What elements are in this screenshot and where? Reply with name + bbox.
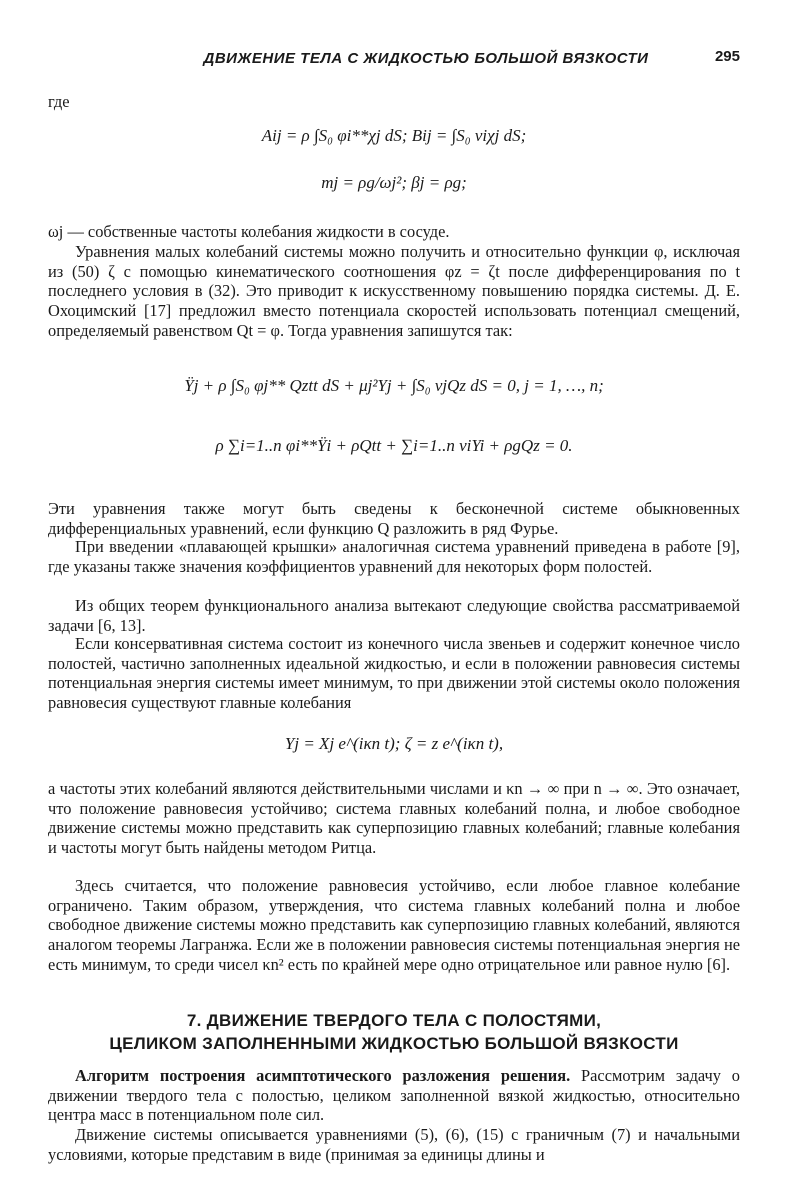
paragraph-floating-lid: При введении «плавающей крышки» аналогичная система уравнений приведена в работе [9], где указаны также значения коэффициентов уравнений для некоторых форм полостей. xyxy=(48,537,740,576)
section-heading-line-2: ЦЕЛИКОМ ЗАПОЛНЕННЫМИ ЖИДКОСТЬЮ БОЛЬШОЙ ВЯЗКОСТИ xyxy=(109,1034,679,1053)
paragraph-omega-definition: ωj — собственные частоты колебания жидкости в сосуде. xyxy=(48,222,450,241)
equation-main-oscillations: Yj = Xj e^(iκn t); ζ = z e^(iκn t), xyxy=(284,734,504,753)
running-title: ДВИЖЕНИЕ ТЕЛА С ЖИДКОСТЬЮ БОЛЬШОЙ ВЯЗКОСТИ xyxy=(203,50,649,67)
paragraph-small-oscillations: Уравнения малых колебаний системы можно получить и относительно функции φ, исключая из (50) ζ с помощью кинематического соотношения φz = ζt после дифференцирования по t последнего условия в (32). Это приводит к искусственному повышению порядка системы. Д. Е. Охоцимский [17] предложил вместо потенциала скоростей использовать потенциал смещений, определяемый равенством Qt = φ. Тогда уравнения запишутся так: xyxy=(48,242,740,340)
paragraph-functional-analysis: Из общих теорем функционального анализа вытекают следующие свойства рассматриваемой задачи [6, 13]. xyxy=(48,596,740,635)
paragraph-motion-equations: Движение системы описывается уравнениями (5), (6), (15) с граничным (7) и начальными условиями, которые представим в виде (принимая за единицы длины и xyxy=(48,1125,740,1164)
equation-coefficients-a-b: Aij = ρ ∫S₀ φi**χj dS; Bij = ∫S₀ νiχj dS; xyxy=(261,126,527,145)
page-number: 295 xyxy=(714,48,740,65)
paragraph-lead-in: Алгоритм построения асимптотического разложения решения. xyxy=(75,1066,571,1085)
paragraph-algorithm xyxy=(48,1066,740,1125)
paragraph-algorithm-text: Рассмотрим задачу о движении твердого тела с полостью, целиком заполненной вязкой жидкостью, относительно центра масс в потенциальном поле сил. xyxy=(48,1066,740,1125)
paragraph-fourier: Эти уравнения также могут быть сведены к бесконечной системе обыкновенных дифференциальных уравнений, если функцию Q разложить в ряд Фурье. xyxy=(48,499,740,538)
paragraph-conservative-system: Если консервативная система состоит из конечного числа звеньев и содержит конечное число полостей, частично заполненных идеальной жидкостью, и если в положении равновесия системы потенциальная энергия системы имеет минимум, то при движении этой системы около положения равновесия существуют главные колебания xyxy=(48,634,740,713)
equation-coefficients-m-beta: mj = ρg/ωj²; βj = ρg; xyxy=(321,173,467,192)
word-gde: где xyxy=(48,92,70,111)
paragraph-stability: Здесь считается, что положение равновесия устойчиво, если любое главное колебание ограничено. Таким образом, утверждения, что система главных колебаний полна и любое свободное движение системы можно представить как суперпозицию главных колебаний, являются аналогом теоремы Лагранжа. Если же в положении равновесия системы потенциальная энергия не есть минимум, то среди чисел κn² есть по крайней мере одно отрицательное или равное нулю [6]. xyxy=(48,876,740,974)
running-header xyxy=(48,44,740,74)
paragraph-frequencies: а частоты этих колебаний являются действительными числами и κn → ∞ при n → ∞. Это означает, что положение равновесия устойчиво; система главных колебаний полна, и любое свободное движение системы можно представить как суперпозицию главных колебаний; главные колебания и частоты могут быть найдены методом Ритца. xyxy=(48,779,740,858)
equation-system-line-2: ρ ∑i=1..n φi**Ÿi + ρQtt + ∑i=1..n νiYi + ρgQz = 0. xyxy=(215,436,573,455)
section-heading-line-1: 7. ДВИЖЕНИЕ ТВЕРДОГО ТЕЛА С ПОЛОСТЯМИ, xyxy=(186,1011,602,1030)
equation-system-line-1: Ÿj + ρ ∫S₀ φj** Qztt dS + μj²Yj + ∫S₀ νjQz dS = 0, j = 1, …, n; xyxy=(184,376,604,395)
